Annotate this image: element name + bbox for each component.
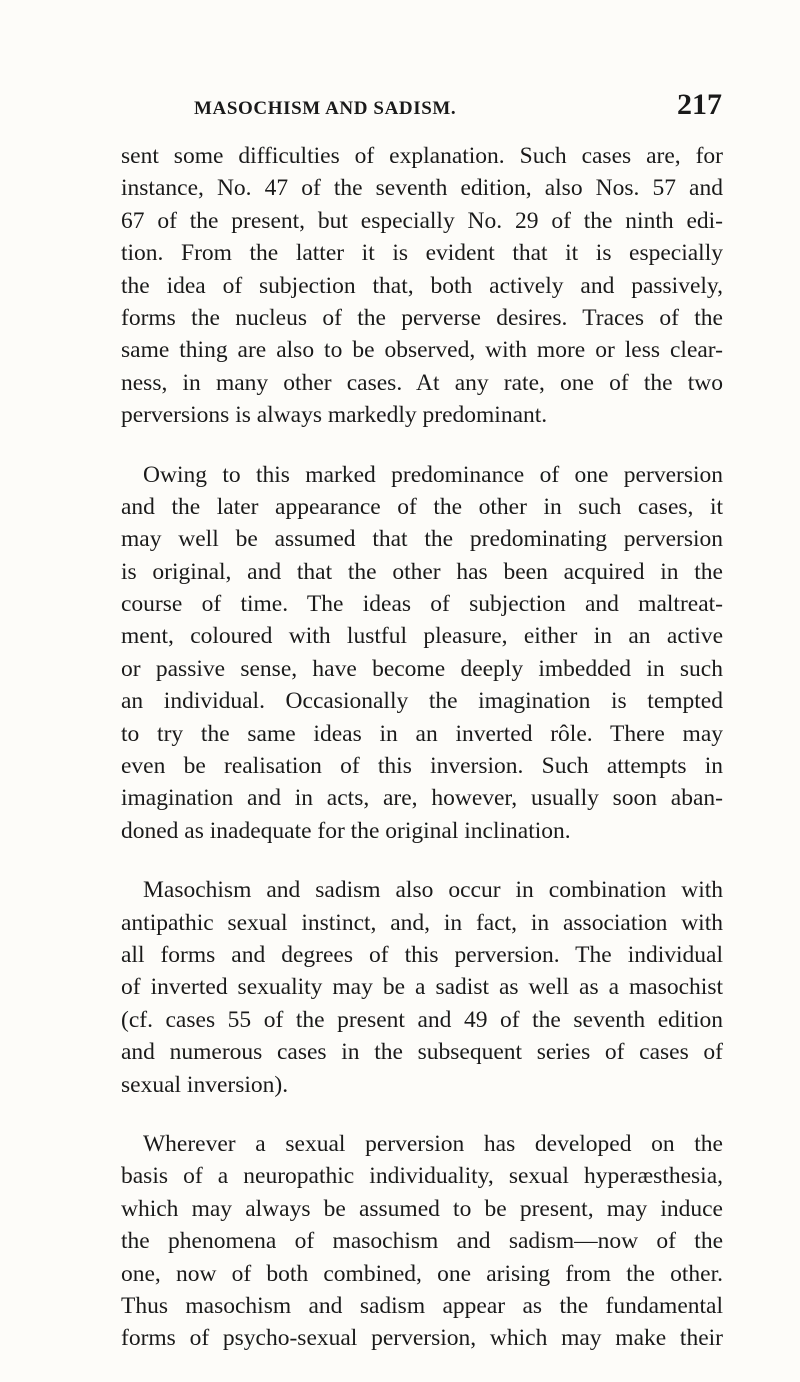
text-line: or passive sense, have become deeply imbedded in such (121, 655, 723, 682)
text-line: and numerous cases in the subsequent series of cases of (121, 1039, 723, 1066)
text-line: doned as inadequate for the original inclination. (121, 817, 571, 844)
page-number: 217 (677, 88, 722, 121)
running-title: MASOCHISM AND SADISM. (194, 98, 457, 119)
text-line: sexual inversion). (121, 1071, 289, 1098)
text-line: Wherever a sexual perversion has developed on the (143, 1130, 723, 1157)
text-line: perversions is always markedly predominant. (121, 402, 548, 429)
text-line: all forms and degrees of this perversion. The individual (121, 941, 723, 968)
text-line: an individual. Occasionally the imagination is tempted (121, 688, 723, 715)
paragraph-3 (121, 874, 723, 1101)
text-line: basis of a neuropathic individuality, sexual hyperæsthesia, (121, 1163, 723, 1190)
text-line: of inverted sexuality may be a sadist as well as a masochist (121, 974, 723, 1001)
body-text (121, 140, 723, 1382)
text-line: to try the same ideas in an inverted rôle. There may (121, 720, 723, 747)
text-line: is original, and that the other has been acquired in the (121, 558, 723, 585)
text-line: ment, coloured with lustful pleasure, either in an active (121, 623, 723, 650)
text-line: the phenomena of masochism and sadism—now of the (121, 1228, 723, 1255)
text-line: imagination and in acts, are, however, usually soon aban- (121, 785, 723, 812)
text-line: forms of psycho-sexual perversion, which may make their (121, 1325, 723, 1352)
text-line: 67 of the present, but especially No. 29 of the ninth edi- (121, 207, 723, 234)
text-line: antipathic sexual instinct, and, in fact, in association with (121, 909, 723, 936)
text-line: the idea of subjection that, both actively and passively, (121, 272, 723, 299)
text-line: forms the nucleus of the perverse desires. Traces of the (121, 304, 723, 331)
text-line: course of time. The ideas of subjection and maltreat- (121, 591, 723, 618)
text-line: Thus masochism and sadism appear as the fundamental (121, 1292, 723, 1319)
text-line: Masochism and sadism also occur in combination with (143, 877, 723, 904)
text-line: same thing are also to be observed, with more or less clear- (121, 337, 723, 364)
paragraph-2 (121, 459, 723, 848)
text-line: sent some difficulties of explanation. Such cases are, for (121, 143, 723, 169)
text-line: and the later appearance of the other in such cases, it (121, 493, 723, 520)
text-line: instance, No. 47 of the seventh edition, also Nos. 57 and (121, 175, 723, 202)
text-line: (cf. cases 55 of the present and 49 of the seventh edition (121, 1006, 723, 1033)
running-head (120, 88, 722, 128)
text-line: ness, in many other cases. At any rate, one of the two (121, 369, 723, 396)
text-line: Owing to this marked predominance of one perversion (143, 461, 723, 488)
text-line: which may always be assumed to be present, may induce (121, 1195, 723, 1222)
paragraph-4 (121, 1128, 723, 1355)
text-line: may well be assumed that the predominating perversion (121, 526, 723, 553)
text-line: even be realisation of this inversion. Such attempts in (121, 753, 723, 780)
paragraph-1 (121, 140, 723, 432)
text-line: one, now of both combined, one arising from the other. (121, 1260, 723, 1287)
text-line: tion. From the latter it is evident that it is especially (121, 240, 723, 267)
